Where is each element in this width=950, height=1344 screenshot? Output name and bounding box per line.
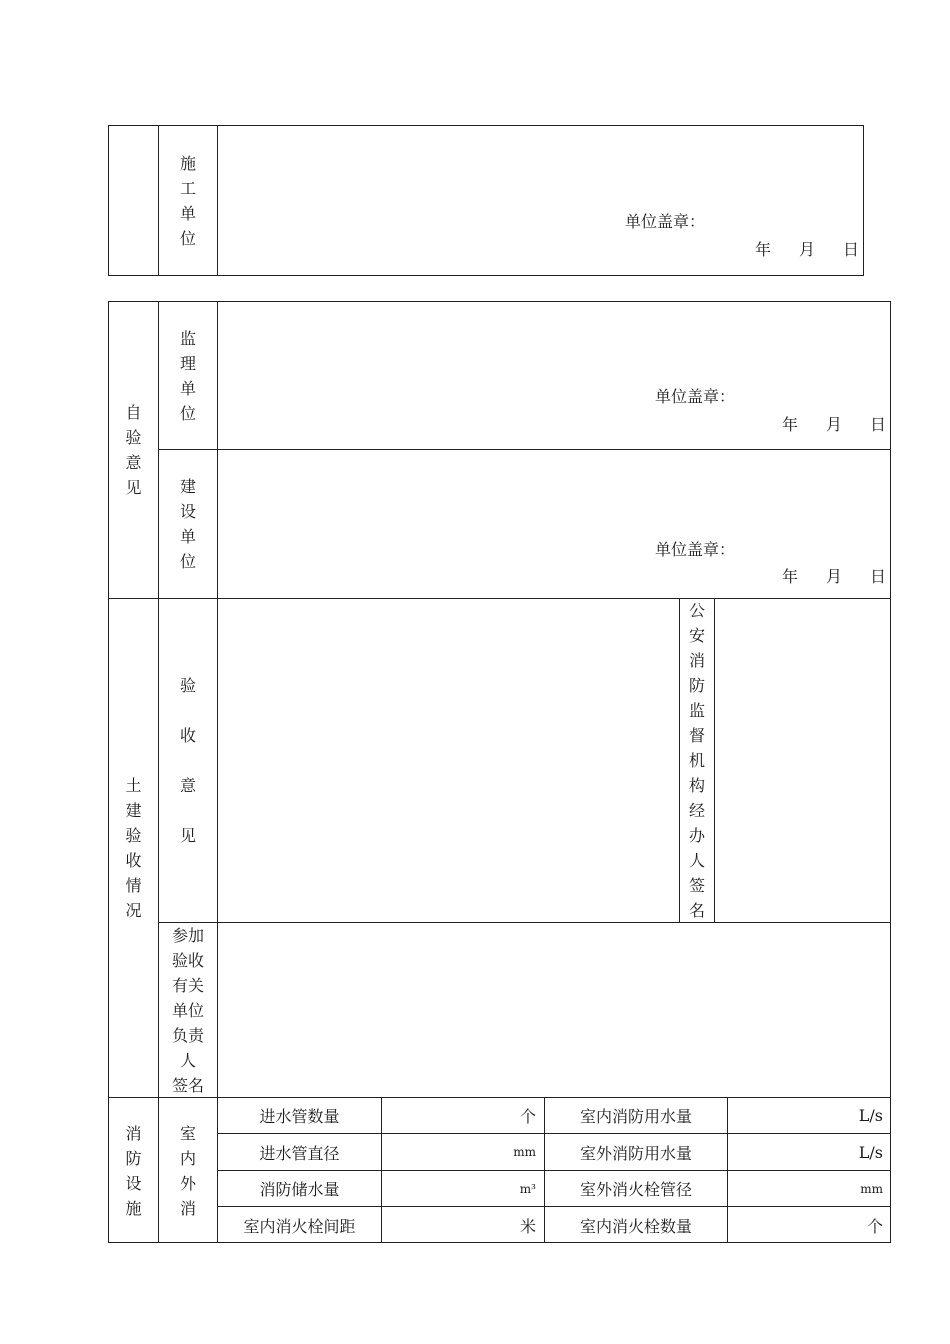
developer-date: 年 月 日: [782, 567, 887, 586]
construction-stamp-label: 单位盖章：: [625, 212, 706, 231]
construction-company-label: 施 工 单 位: [179, 153, 196, 248]
developer-stamp-label: 单位盖章：: [655, 540, 736, 559]
fire-row-3-left-label: 消防储水量: [259, 1180, 340, 1199]
construction-date: 年 月 日: [755, 240, 860, 259]
fire-row-2-left-label: 进水管直径: [259, 1143, 340, 1163]
col-line-officer-right: [714, 598, 715, 922]
acceptance-opinion-label: 验 收 意 见: [179, 675, 196, 845]
fire-row-4-left-unit: 米: [519, 1216, 536, 1236]
row-line-supervision-bottom: [158, 449, 891, 450]
fire-row-4-right-label: 室内消火栓数量: [579, 1216, 692, 1236]
indoor-outdoor-label: 室 内 外 消: [179, 1123, 196, 1218]
fire-row-3-right-label: 室外消火栓管径: [579, 1180, 692, 1199]
table1-divider-2: [217, 125, 218, 276]
participants-signature-label: 参加 验收 有关 单位 负责 人 签名: [171, 925, 204, 1095]
construction-unit-table: [108, 125, 864, 276]
fire-officer-signature-label: 公 安 消 防 监 督 机 构 经 办 人 签 名: [688, 601, 705, 920]
fire-row-4-left-label: 室内消火栓间距: [243, 1216, 356, 1236]
developer-unit-label: 建 设 单 位: [179, 477, 196, 571]
fire-row-1-left-label: 进水管数量: [259, 1107, 340, 1126]
supervision-date: 年 月 日: [782, 415, 887, 434]
fire-row-4-right-unit: 个: [866, 1216, 883, 1236]
supervision-stamp-label: 单位盖章：: [655, 387, 736, 406]
civil-acceptance-label: 土 建 验 收 情 况: [125, 776, 142, 920]
row-line-selfcheck-bottom: [108, 598, 891, 599]
fire-row-2-left-unit: mm: [513, 1145, 536, 1159]
fire-row-1-right-label: 室内消防用水量: [579, 1107, 692, 1126]
fire-row-1-right-unit: L/s: [858, 1106, 883, 1125]
fire-row-2-right-unit: L/s: [858, 1142, 883, 1162]
supervision-unit-label: 监 理 单 位: [179, 328, 196, 423]
self-check-opinion-label: 自 验 意 见: [125, 403, 142, 497]
fire-row-2-right-label: 室外消防用水量: [579, 1143, 692, 1163]
fire-facilities-label: 消 防 设 施: [125, 1123, 142, 1218]
fire-row-1-left-unit: 个: [519, 1107, 536, 1126]
fire-row-3-left-unit: m³: [519, 1181, 536, 1196]
fire-row-3-right-unit: mm: [860, 1181, 883, 1196]
row-line-opinion-bottom: [158, 922, 891, 923]
